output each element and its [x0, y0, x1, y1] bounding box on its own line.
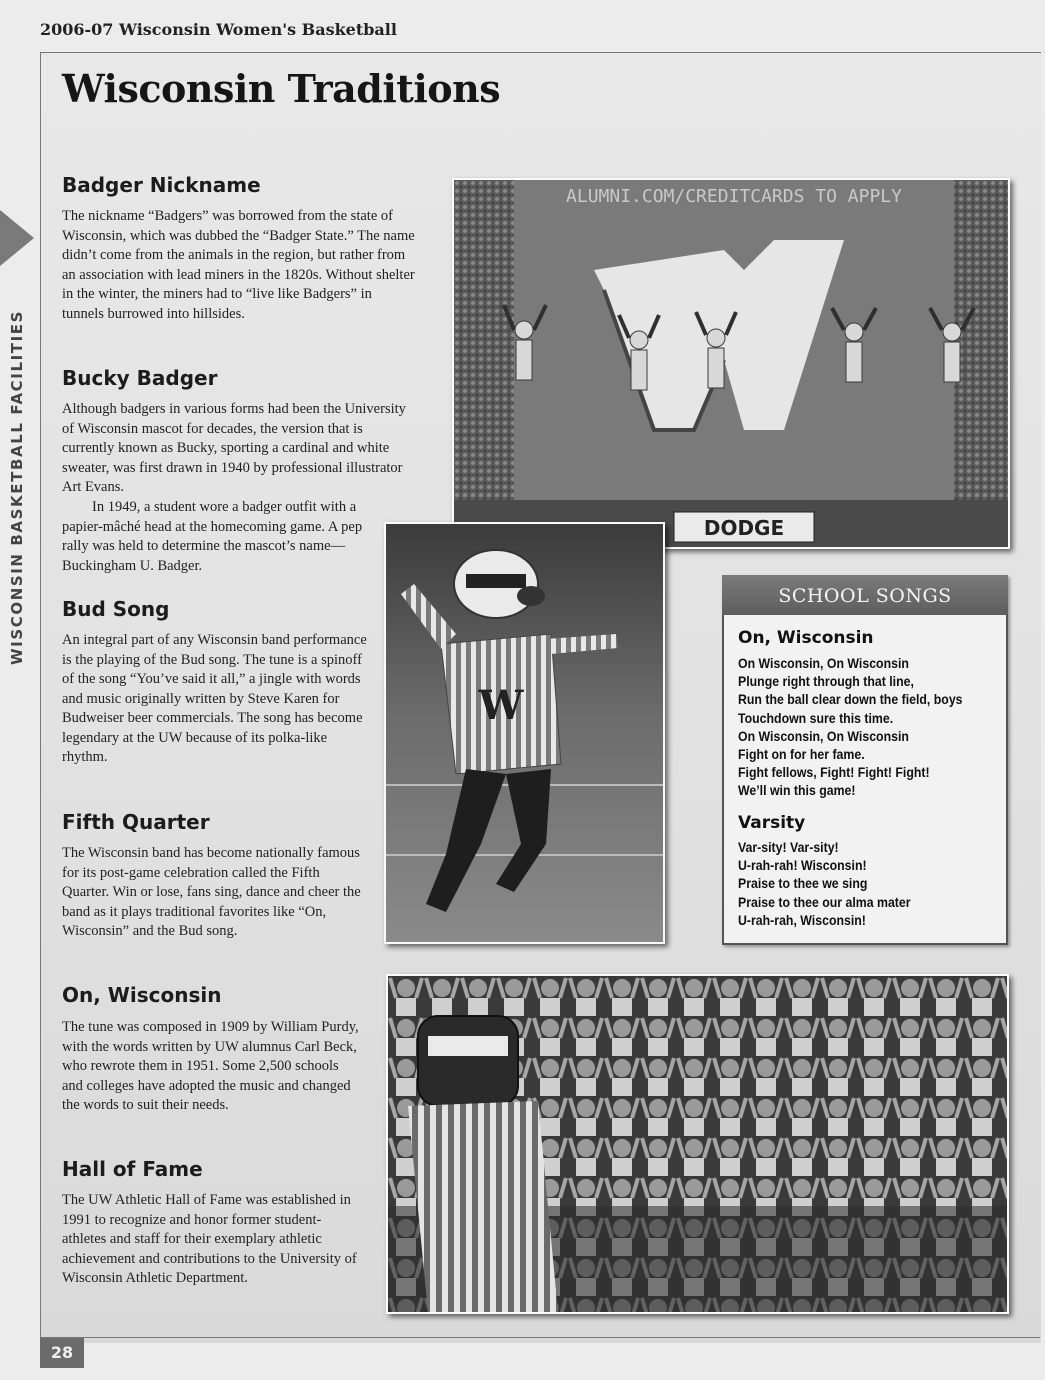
song-title-varsity: Varsity — [738, 813, 806, 833]
footer-rule — [40, 1337, 1040, 1338]
heading-badger-nickname: Badger Nickname — [62, 173, 261, 197]
lyric-line: Praise to thee we sing — [738, 875, 868, 892]
song-lyrics-on-wisconsin — [738, 654, 972, 800]
body-fifth-quarter — [62, 844, 367, 942]
crowd-illustration — [388, 976, 1007, 1312]
paragraph: The nickname “Badgers” was borrowed from the state of Wisconsin, which was dubbed the “Badger State.” The name didn’t come from the animals in the region, but rather from an association with lead miners in the 1820s. Without shelter in the winter, the miners had to “live like Badgers” in tunnels burrowed into hillsides. — [62, 208, 415, 322]
svg-text:W: W — [478, 682, 524, 729]
heading-bucky-badger: Bucky Badger — [62, 366, 218, 390]
cheerleaders-illustration — [454, 180, 1008, 547]
lyric-line: On Wisconsin, On Wisconsin — [738, 655, 909, 671]
paragraph: The Wisconsin band has become nationally famous for its post-game celebration called the Fifth Quarter. Win or lose, fans sing, dance and cheer the band as it plays traditional favorites like “On, Wisconsin” and the Bud song. — [62, 845, 361, 939]
heading-on-wisconsin: On, Wisconsin — [62, 983, 222, 1007]
lyric-line: On Wisconsin, On Wisconsin — [738, 727, 909, 744]
school-songs-header: SCHOOL SONGS — [722, 575, 1008, 615]
body-bud-song — [62, 631, 367, 768]
body-bucky-badger-2 — [62, 498, 367, 576]
side-section-label: WISCONSIN BASKETBALL FACILITIES — [8, 309, 26, 665]
page-number: 28 — [40, 1338, 84, 1368]
heading-hall-of-fame: Hall of Fame — [62, 1157, 203, 1181]
student-section-photo — [386, 974, 1009, 1314]
lyric-line: Fight fellows, Fight! Fight! Fight! — [738, 764, 930, 781]
lyric-line: Touchdown sure this time. — [738, 709, 894, 726]
paragraph: In 1949, a student wore a badger outfit with a papier-mâché head at the homecoming game. A pep rally was held to determine the mascot’s name—Buckingham U. Badger. — [62, 499, 363, 574]
running-head: 2006-07 Wisconsin Women's Basketball — [40, 20, 397, 39]
page-title: Wisconsin Traditions — [62, 66, 501, 111]
paragraph: An integral part of any Wisconsin band performance is the playing of the Bud song. The tune is a spinoff of the song “You’ve said it all,” a jingle with words and music originally written by Steve Karen for Budweiser beer commercials. The song has become legendary at the UW because of its polka-like rhythm. — [62, 632, 367, 765]
lyric-line: Plunge right through that line, — [738, 673, 914, 690]
heading-fifth-quarter: Fifth Quarter — [62, 810, 210, 834]
paragraph: Although badgers in various forms had been the University of Wisconsin mascot for decades, the version that is currently known as Bucky, sporting a cardinal and white sweater, was first drawn in 1940 by professional illustrator Art Evans. — [62, 401, 406, 495]
body-bucky-badger — [62, 400, 417, 498]
song-title-on-wisconsin: On, Wisconsin — [738, 628, 874, 648]
song-lyrics-varsity — [738, 838, 972, 929]
bucky-mascot-photo — [384, 522, 665, 944]
body-hall-of-fame — [62, 1191, 362, 1289]
lyric-line: U-rah-rah! Wisconsin! — [738, 857, 867, 874]
lyric-line: U-rah-rah, Wisconsin! — [738, 911, 866, 928]
lyric-line: We’ll win this game! — [738, 782, 856, 799]
dodge-sign-text: DODGE — [703, 516, 785, 540]
side-tab-arrow-icon — [0, 210, 34, 266]
paragraph: The UW Athletic Hall of Fame was established in 1991 to recognize and honor former student-athletes and staff for their exemplary athletic achievement and contributions to the University of Wisconsin Athletic Department. — [62, 1192, 357, 1286]
banner-text: ALUMNI.COM/CREDITCARDS TO APPLY — [566, 186, 902, 207]
lyric-line: Fight on for her fame. — [738, 746, 865, 763]
lyric-line: Run the ball clear down the field, boys — [738, 691, 963, 708]
lyric-line: Var-sity! Var-sity! — [738, 839, 839, 855]
cheerleaders-photo — [452, 178, 1010, 549]
lyric-line: Praise to thee our alma mater — [738, 893, 911, 910]
body-on-wisconsin — [62, 1018, 362, 1116]
bucky-illustration — [386, 524, 663, 942]
paragraph: The tune was composed in 1909 by William Purdy, with the words written by UW alumnus Carl Beck, who rewrote them in 1951. Some 2,500 schools and colleges have adopted the music and changed the words to suit their needs. — [62, 1019, 359, 1113]
body-badger-nickname — [62, 207, 417, 324]
school-songs-box — [722, 575, 1008, 945]
heading-bud-song: Bud Song — [62, 597, 170, 621]
